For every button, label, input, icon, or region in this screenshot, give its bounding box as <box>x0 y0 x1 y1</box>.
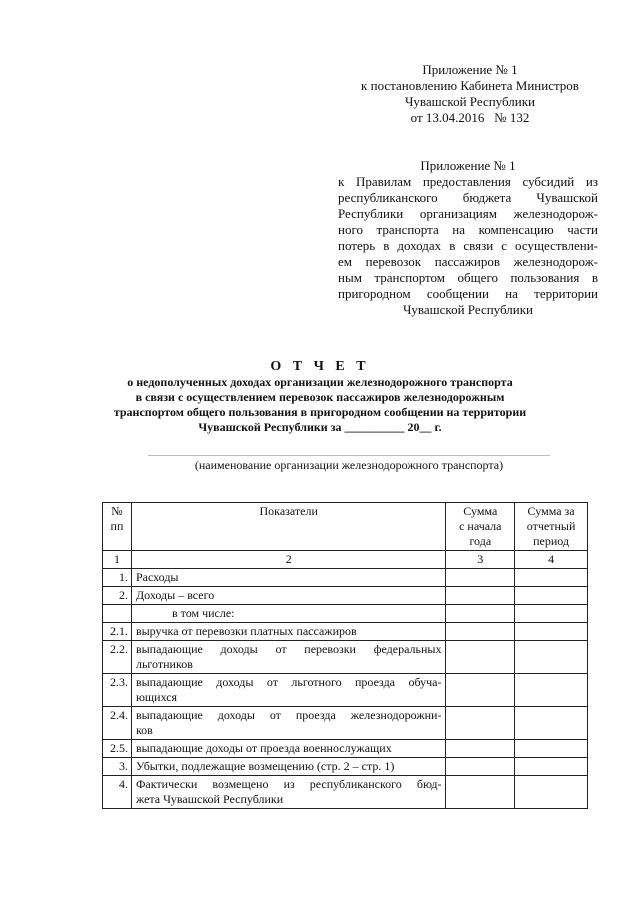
row-sum-year-cell[interactable] <box>446 776 515 809</box>
row-number <box>103 605 132 623</box>
row-sum-year-cell[interactable] <box>446 758 515 776</box>
appendix-rules-line: республиканского бюджета Чувашской <box>338 190 598 205</box>
row-number: 2.4. <box>103 707 132 740</box>
row-sum-period-cell[interactable] <box>515 641 588 674</box>
row-sum-year-cell[interactable] <box>446 623 515 641</box>
appendix-rules-line: пригородном сообщении на территории <box>338 286 598 301</box>
table-header-row <box>103 503 588 551</box>
row-indicator-line: в том числе: <box>171 606 235 620</box>
header-indicators: Показатели <box>131 503 446 551</box>
row-indicator <box>131 587 446 605</box>
appendix-rules-last-line: Чувашской Республики <box>402 302 534 317</box>
row-sum-period-cell[interactable] <box>515 740 588 758</box>
row-indicator <box>131 776 446 809</box>
report-table <box>102 502 588 809</box>
row-indicator-line: выпадающие доходы от перевозки федеральных <box>135 642 442 656</box>
column-number: 3 <box>446 551 515 569</box>
row-number: 2.1. <box>103 623 132 641</box>
org-caption: (наименование организации железнодорожного транспорта) <box>194 458 504 472</box>
appendix-rules-line: к Правилам предоставления субсидий из <box>338 174 598 189</box>
row-sum-year-cell[interactable] <box>446 605 515 623</box>
row-indicator-line: ков <box>135 723 153 737</box>
row-sum-year-cell[interactable] <box>446 569 515 587</box>
appendix-resolution-line: к постановлению Кабинета Министров <box>361 78 579 93</box>
appendix-rules-line: ным транспортом общего пользования в <box>338 270 598 285</box>
appendix-rules-body <box>338 174 598 302</box>
row-indicator-line: выручка от перевозки платных пассажиров <box>135 624 357 638</box>
appendix-rules-line: Республики организациям железнодорож- <box>338 206 598 221</box>
appendix-rules-line: ем перевозок пассажиров железнодорож- <box>338 254 598 269</box>
row-sum-year-cell[interactable] <box>446 674 515 707</box>
report-title-word: О Т Ч Е Т <box>270 359 370 374</box>
row-indicator <box>131 569 446 587</box>
column-number: 4 <box>515 551 588 569</box>
row-number: 2.5. <box>103 740 132 758</box>
row-indicator-line: Фактически возмещено из республиканского бюд- <box>135 777 442 791</box>
row-indicator-line: Убытки, подлежащие возмещению (стр. 2 – стр. 1) <box>135 759 395 773</box>
row-number: 3. <box>103 758 132 776</box>
report-title-line: о недополученных доходах организации железнодорожного транспорта <box>127 375 513 389</box>
appendix-resolution-line: Приложение № 1 <box>422 62 518 77</box>
row-indicator <box>131 758 446 776</box>
row-indicator-line: выпадающие доходы от льготного проезда обуча- <box>135 675 442 689</box>
table-row <box>103 587 588 605</box>
row-indicator <box>131 623 446 641</box>
appendix-resolution-line: от 13.04.2016 № 132 <box>410 110 530 125</box>
org-name-line <box>148 455 550 456</box>
row-indicator-line: льготников <box>135 657 193 671</box>
row-sum-year-cell[interactable] <box>446 707 515 740</box>
row-sum-year-cell[interactable] <box>446 587 515 605</box>
appendix-rules-line: ного транспорта на компенсацию части <box>338 222 598 237</box>
header-sum-period: Сумма за отчетный период <box>515 503 588 551</box>
row-indicator <box>131 674 446 707</box>
report-title-line: в связи с осуществлением перевозок пассажиров железнодорожным <box>135 390 505 404</box>
report-title-line: Чувашской Республики за __________ 20__ г. <box>198 420 442 434</box>
row-indicator <box>131 707 446 740</box>
table-row <box>103 758 588 776</box>
row-indicator-line: ющихся <box>135 690 178 704</box>
row-indicator <box>131 740 446 758</box>
table-row <box>103 605 588 623</box>
row-sum-period-cell[interactable] <box>515 674 588 707</box>
row-number: 4. <box>103 776 132 809</box>
row-indicator-line: выпадающие доходы от проезда военнослужащих <box>135 741 392 755</box>
row-sum-year-cell[interactable] <box>446 641 515 674</box>
appendix-rules-line: потерь в доходах в связи с осуществлени- <box>338 238 598 253</box>
table-row <box>103 569 588 587</box>
row-indicator-line: жета Чувашской Республики <box>135 792 284 806</box>
row-number: 2.3. <box>103 674 132 707</box>
report-title <box>100 358 540 435</box>
row-sum-period-cell[interactable] <box>515 623 588 641</box>
table-row <box>103 623 588 641</box>
table-row <box>103 641 588 674</box>
row-sum-period-cell[interactable] <box>515 605 588 623</box>
table-row <box>103 776 588 809</box>
table-row <box>103 674 588 707</box>
report-title-line: транспортом общего пользования в пригородном сообщении на территории <box>113 405 527 419</box>
row-sum-year-cell[interactable] <box>446 740 515 758</box>
row-sum-period-cell[interactable] <box>515 569 588 587</box>
appendix-rules-heading: Приложение № 1 <box>420 158 516 173</box>
row-number: 2. <box>103 587 132 605</box>
table-column-numbers-row <box>103 551 588 569</box>
appendix-resolution-line: Чувашской Республики <box>404 94 536 109</box>
row-sum-period-cell[interactable] <box>515 776 588 809</box>
row-number: 1. <box>103 569 132 587</box>
column-number: 1 <box>103 551 132 569</box>
table-body <box>103 569 588 809</box>
row-indicator-line: выпадающие доходы от проезда железнодорожни- <box>135 708 442 722</box>
row-indicator <box>131 641 446 674</box>
row-indicator-line: Расходы <box>135 570 179 584</box>
table-row <box>103 740 588 758</box>
appendix-rules-block <box>338 158 598 318</box>
row-sum-period-cell[interactable] <box>515 758 588 776</box>
row-indicator <box>131 605 446 623</box>
column-number: 2 <box>131 551 446 569</box>
row-sum-period-cell[interactable] <box>515 587 588 605</box>
appendix-resolution-block <box>330 62 610 126</box>
header-sum-year: Сумма с начала года <box>446 503 515 551</box>
table-row <box>103 707 588 740</box>
row-indicator-line: Доходы – всего <box>135 588 215 602</box>
row-number: 2.2. <box>103 641 132 674</box>
row-sum-period-cell[interactable] <box>515 707 588 740</box>
header-no: № пп <box>103 503 132 551</box>
